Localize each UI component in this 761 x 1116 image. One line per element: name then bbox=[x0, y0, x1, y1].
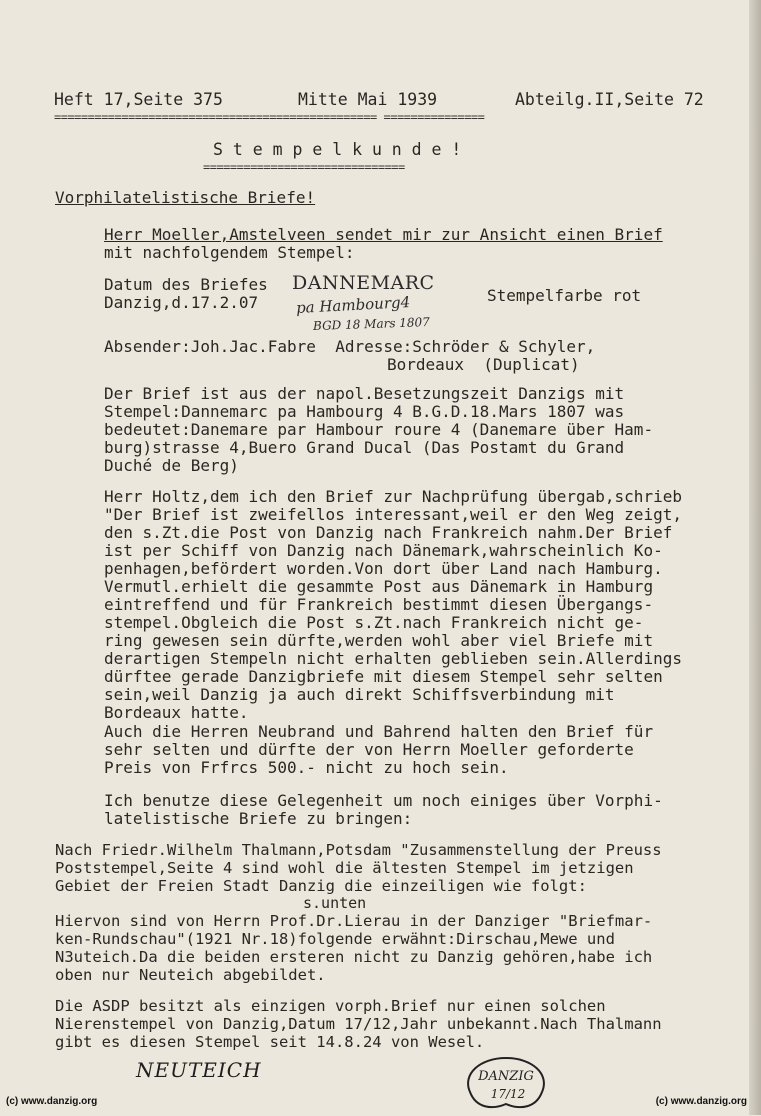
text-line: ist per Schiff von Danzig nach Dänemark,wahrscheinlich Ko- bbox=[104, 541, 663, 560]
page-edge bbox=[749, 0, 761, 1115]
text-line: Poststempel,Seite 4 sind wohl die ältesten Stempel im jetzigen bbox=[55, 859, 634, 877]
address-line-2: Bordeaux (Duplicat) bbox=[387, 355, 580, 374]
stamp-color: Stempelfarbe rot bbox=[487, 286, 642, 305]
text-line: latelistische Briefe zu bringen: bbox=[104, 809, 413, 828]
sender-line: Absender:Joh.Jac.Fabre Adresse:Schröder & Schyler, bbox=[104, 337, 596, 356]
text-line: Stempel:Dannemarc pa Hambourg 4 B.G.D.18.Mars 1807 was bbox=[104, 402, 625, 421]
text-line: ring gewesen sein dürfte,werden wohl aber viel Briefe mit bbox=[104, 631, 654, 650]
text-line: ken-Rundschau"(1921 Nr.18)folgende erwähnt:Dirschau,Mewe und bbox=[55, 930, 615, 948]
text-line: Duché de Berg) bbox=[104, 456, 239, 475]
danzig-stamp-line-2: 17/12 bbox=[490, 1087, 526, 1101]
text-line: Herr Holtz,dem ich den Brief zur Nachprüfung übergab,schrieb bbox=[104, 487, 682, 506]
footer-watermark-right: (c) www.danzig.org bbox=[655, 1096, 747, 1107]
text-line: burg)strasse 4,Buero Grand Ducal (Das Postamt du Grand bbox=[104, 438, 625, 457]
danzig-kidney-stamp bbox=[458, 1052, 554, 1116]
text-line: gibt es diesen Stempel seit 14.8.24 von Wesel. bbox=[55, 1033, 485, 1051]
header-rule: ================================================ =============== bbox=[54, 110, 485, 124]
text-line: eintreffend und für Frankreich bestimmt diesen Übergangs- bbox=[104, 595, 654, 614]
text-line: Nierenstempel von Danzig,Datum 17/12,Jahr unbekannt.Nach Thalmann bbox=[55, 1015, 662, 1033]
text-line: Der Brief ist aus der napol.Besetzungszeit Danzigs mit bbox=[104, 384, 625, 403]
date-value: Danzig,d.17.2.07 bbox=[104, 293, 259, 312]
text-line: dürftee gerade Danzigbriefe mit diesem Stempel sehr selten bbox=[104, 667, 663, 686]
text-line: sehr selten und dürfte der von Herrn Moeller geforderte bbox=[104, 740, 634, 759]
danzig-stamp-line-1: DANZIG bbox=[478, 1069, 534, 1084]
text-line: Nach Friedr.Wilhelm Thalmann,Potsdam "Zusammenstellung der Preuss bbox=[55, 841, 662, 859]
header-left: Heft 17,Seite 375 bbox=[54, 90, 223, 109]
text-line: Auch die Herren Neubrand und Bahrend halten den Brief für bbox=[104, 722, 654, 741]
text-line: penhagen,befördert worden.Von dort über Land nach Hamburg. bbox=[104, 559, 663, 578]
text-line: stempel.Obgleich die Post s.Zt.nach Frankreich nicht ge- bbox=[104, 613, 644, 632]
header-center: Mitte Mai 1939 bbox=[298, 90, 438, 109]
header-right: Abteilg.II,Seite 72 bbox=[515, 90, 704, 109]
text-line: Ich benutze diese Gelegenheit um noch einiges über Vorphi- bbox=[104, 791, 663, 810]
see-below-note: s.unten bbox=[303, 894, 367, 912]
text-line: Die ASDP besitzt als einzigen vorph.Brief nur einen solchen bbox=[55, 997, 606, 1015]
postmark-line-1: DANNEMARC bbox=[292, 272, 435, 294]
text-line: bedeutet:Danemare par Hambour roure 4 (Danemare über Ham- bbox=[104, 420, 654, 439]
intro-line-2: mit nachfolgendem Stempel: bbox=[104, 243, 355, 262]
text-line: oben nur Neuteich abgebildet. bbox=[55, 966, 326, 984]
text-line: sein,weil Danzig ja auch direkt Schiffsverbindung mit bbox=[104, 685, 615, 704]
text-line: Bordeaux hatte. bbox=[104, 703, 249, 722]
postmark-line-3: BGD 18 Mars 1807 bbox=[312, 314, 431, 334]
section-heading: Vorphilatelistische Briefe! bbox=[55, 188, 316, 207]
postmark-line-2: pa Hambourg4 bbox=[295, 293, 411, 317]
intro-line-1: Herr Moeller,Amstelveen sendet mir zur Ansicht einen Brief bbox=[104, 225, 663, 244]
text-line: "Der Brief ist zweifellos interessant,weil er den Weg zeigt, bbox=[104, 505, 682, 524]
date-label: Datum des Briefes bbox=[104, 275, 268, 294]
title-rule: ============================== bbox=[203, 160, 405, 174]
page-title: S t e m p e l k u n d e ! bbox=[213, 140, 462, 159]
text-line: N3uteich.Da die beiden ersteren nicht zu Danzig gehören,habe ich bbox=[55, 948, 653, 966]
text-line: Vermutl.erhielt die gesammte Post aus Dänemark in Hamburg bbox=[104, 577, 654, 596]
text-line: Gebiet der Freien Stadt Danzig die einzeiligen wie folgt: bbox=[55, 877, 587, 895]
text-line: Hiervon sind von Herrn Prof.Dr.Lierau in der Danziger "Briefmar- bbox=[55, 912, 653, 930]
footer-watermark-left: (c) www.danzig.org bbox=[6, 1096, 98, 1107]
text-line: den s.Zt.die Post von Danzig nach Frankreich nahm.Der Brief bbox=[104, 523, 673, 542]
neuteich-stamp: NEUTEICH bbox=[136, 1058, 262, 1082]
text-line: Preis von Frfrcs 500.- nicht zu hoch sein. bbox=[104, 758, 509, 777]
text-line: derartigen Stempeln nicht erhalten geblieben sein.Allerdings bbox=[104, 649, 682, 668]
